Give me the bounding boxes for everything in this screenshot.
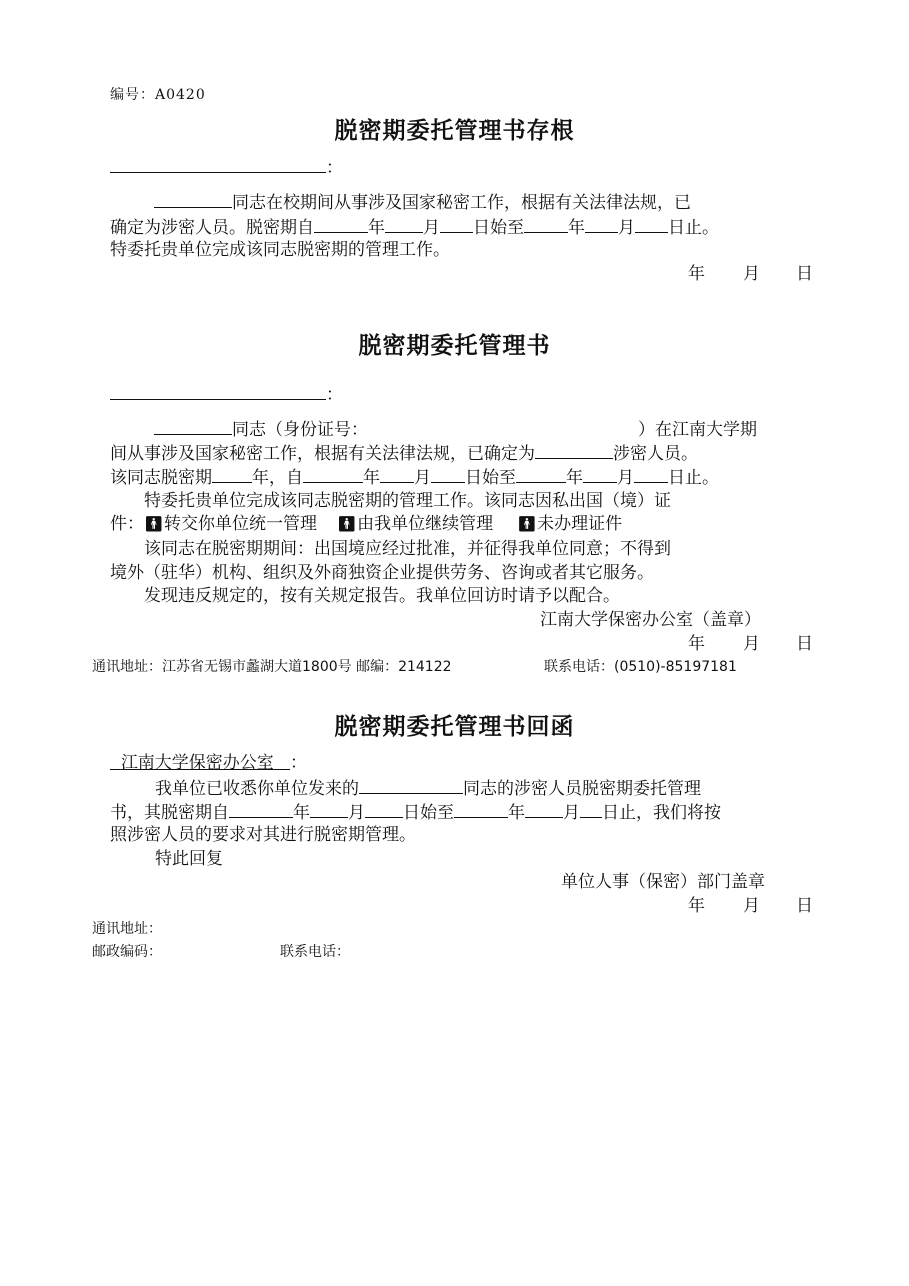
option-keep-icon[interactable]: 🚹︎ [337, 515, 357, 533]
stub-year-label: 年 [368, 218, 385, 238]
reply-start-day-blank [365, 803, 403, 818]
reply-line-2 [110, 803, 721, 822]
letter-line-2 [110, 444, 698, 463]
stub-end-month-label: 月 [618, 218, 635, 238]
stub-paragraph-line-3: 特委托贵单位完成该同志脱密期的管理工作。 [110, 240, 450, 260]
stub-end-month-blank [585, 218, 618, 233]
option-none-label: 未办理证件 [537, 514, 623, 534]
letter-line-6: 该同志在脱密期期间：出国境应经过批准，并征得我单位同意；不得到 [144, 539, 671, 559]
stub-date-day: 日 [796, 264, 813, 284]
reply-start-year-blank [229, 803, 293, 818]
option-transfer-icon[interactable]: 🚹︎ [144, 515, 164, 533]
letter-category-blank [535, 444, 613, 459]
letter-date [688, 636, 813, 653]
stub-date-month: 月 [743, 264, 760, 284]
stub-paragraph-line-2 [110, 218, 719, 237]
letter-addressee-line [110, 385, 343, 404]
reply-month-label: 月 [348, 803, 365, 823]
option-keep-label: 由我单位继续管理 [357, 514, 494, 534]
letter-date-month: 月 [743, 634, 760, 654]
stub-date-year: 年 [688, 264, 705, 284]
reply-address-label: 通讯地址： [92, 921, 162, 937]
letter-seal: 江南大学保密办公室（盖章） [540, 610, 761, 630]
letter-line-4: 特委托贵单位完成该同志脱密期的管理工作。该同志因私出国（境）证 [144, 491, 671, 511]
letter-contact-phone: 联系电话：(0510)-85197181 [544, 659, 737, 675]
stub-paragraph-line-1 [110, 193, 691, 212]
reply-postcode-label: 邮政编码： [92, 944, 162, 960]
letter-end-year-blank [516, 468, 566, 483]
letter-month-label: 月 [414, 468, 431, 488]
stub-start-year-blank [314, 218, 368, 233]
reply-line-4: 特此回复 [155, 849, 223, 869]
letter-text-3b: 年，自 [252, 468, 303, 488]
letter-end-label: 日止。 [668, 468, 719, 488]
reply-date-month: 月 [743, 896, 760, 916]
reply-text-2a: 书，其脱密期自 [110, 803, 229, 823]
reply-year-label: 年 [293, 803, 310, 823]
stub-end-year-label: 年 [568, 218, 585, 238]
letter-id-label: 同志（身份证号： [232, 420, 368, 440]
letter-start-year-blank [303, 468, 363, 483]
letter-date-year: 年 [688, 634, 705, 654]
reply-title: 脱密期委托管理书回函 [334, 714, 575, 740]
reply-day-start-label: 日始至 [403, 803, 454, 823]
letter-text-2a: 间从事涉及国家秘密工作，根据有关法律法规，已确定为 [110, 444, 535, 464]
letter-end-month-blank [583, 468, 617, 483]
letter-period-blank [212, 468, 252, 483]
reply-date-year: 年 [688, 896, 705, 916]
stub-text-1: 同志在校期间从事涉及国家秘密工作，根据有关法律法规，已 [232, 193, 691, 213]
reply-seal: 单位人事（保密）部门盖章 [561, 872, 765, 892]
letter-text-1b: ）在江南大学期 [638, 420, 757, 440]
stub-end-year-blank [524, 218, 568, 233]
reply-end-year-label: 年 [508, 803, 525, 823]
letter-year-label: 年 [363, 468, 380, 488]
reply-line-3: 照涉密人员的要求对其进行脱密期管理。 [110, 825, 416, 845]
stub-date [688, 266, 813, 283]
document-number: 编号：A0420 [110, 87, 206, 103]
letter-addressee-colon: ： [326, 385, 343, 405]
letter-end-year-label: 年 [566, 468, 583, 488]
reply-date [688, 898, 813, 915]
reply-text-1b: 同志的涉密人员脱密期委托管理 [463, 779, 701, 799]
reply-addressee-line [110, 755, 307, 772]
reply-addressee-text: 江南大学保密办公室 [120, 753, 274, 773]
reply-end-month-label: 月 [563, 803, 580, 823]
letter-line-3 [110, 468, 719, 487]
letter-day-start-label: 日始至 [465, 468, 516, 488]
stub-name-blank [154, 193, 232, 208]
reply-start-month-blank [310, 803, 348, 818]
letter-line-5 [110, 516, 622, 533]
letter-line-1 [110, 420, 757, 439]
letter-line-7: 境外（驻华）机构、组织及外商独资企业提供劳务、咨询或者其它服务。 [110, 563, 654, 583]
letter-text-3a: 该同志脱密期 [110, 468, 212, 488]
stub-start-month-blank [385, 218, 423, 233]
reply-phone-label: 联系电话： [280, 944, 350, 960]
letter-start-day-blank [431, 468, 465, 483]
reply-name-blank [359, 779, 463, 794]
reply-end-day-blank [580, 803, 602, 818]
letter-title: 脱密期委托管理书 [358, 333, 551, 359]
stub-addressee-colon: ： [326, 158, 343, 178]
letter-text-5a: 件： [110, 514, 144, 534]
reply-addressee [110, 753, 290, 773]
letter-addressee-blank [110, 385, 326, 400]
stub-month-label: 月 [423, 218, 440, 238]
stub-addressee-line [110, 158, 343, 177]
letter-start-month-blank [380, 468, 414, 483]
letter-text-2b: 涉密人员。 [613, 444, 698, 464]
letter-line-8: 发现违反规定的，按有关规定报告。我单位回访时请予以配合。 [144, 586, 620, 606]
reply-text-2g: 日止，我们将按 [602, 803, 721, 823]
stub-day-start-label: 日始至 [473, 218, 524, 238]
letter-contact-address: 通讯地址：江苏省无锡市蠡湖大道1800号 邮编：214122 [92, 659, 452, 675]
letter-end-day-blank [634, 468, 668, 483]
reply-end-month-blank [525, 803, 563, 818]
stub-end-label: 日止。 [668, 218, 719, 238]
letter-end-month-label: 月 [617, 468, 634, 488]
stub-addressee-blank [110, 158, 326, 173]
stub-end-day-blank [635, 218, 668, 233]
option-none-icon[interactable]: 🚹︎ [517, 515, 537, 533]
option-transfer-label: 转交你单位统一管理 [164, 514, 318, 534]
letter-date-day: 日 [796, 634, 813, 654]
reply-addressee-colon: ： [290, 753, 308, 773]
letter-name-blank [154, 420, 232, 435]
stub-text-2a: 确定为涉密人员。脱密期自 [110, 218, 314, 238]
reply-line-1 [155, 779, 701, 798]
stub-title: 脱密期委托管理书存根 [334, 118, 575, 144]
reply-text-1a: 我单位已收悉你单位发来的 [155, 779, 359, 799]
reply-end-year-blank [454, 803, 508, 818]
stub-start-day-blank [440, 218, 473, 233]
reply-date-day: 日 [796, 896, 813, 916]
